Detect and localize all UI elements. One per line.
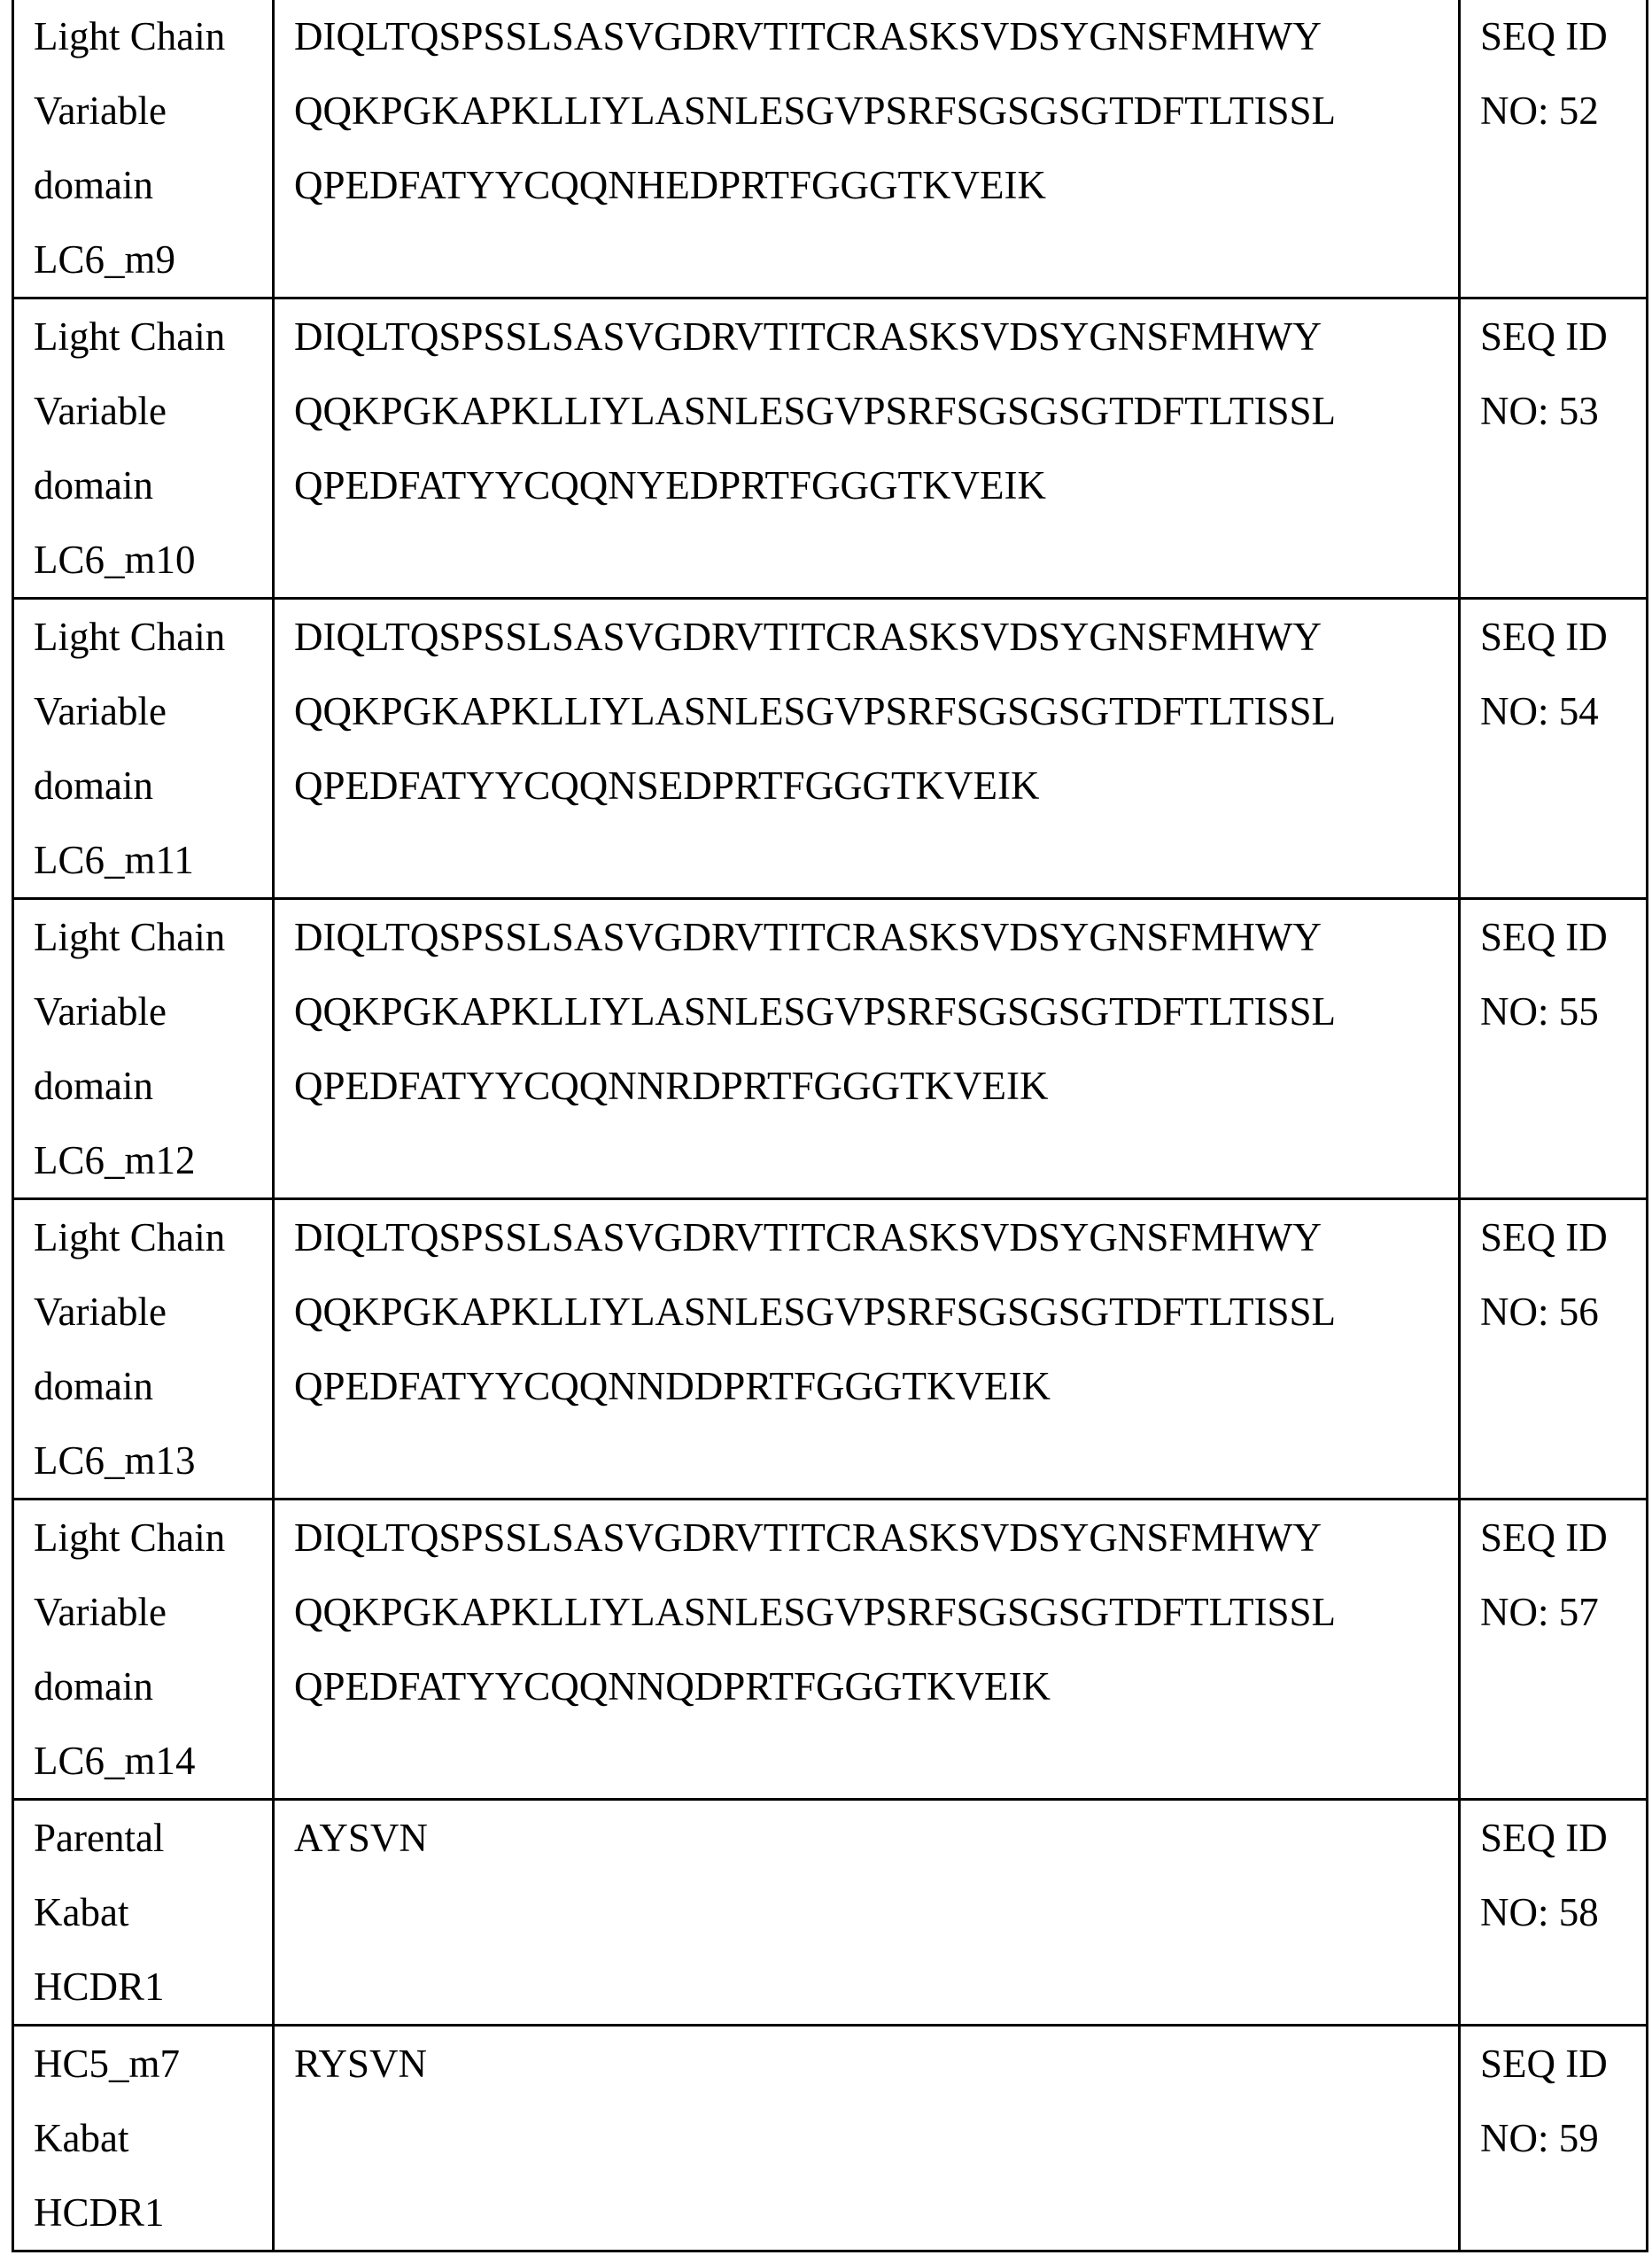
seq-id-line: NO: 54 [1480, 674, 1646, 748]
sequence-line: DIQLTQSPSSLSASVGDRVTITCRASKSVDSYGNSFMHWY [294, 0, 1458, 74]
sequence-name-line: Variable [34, 74, 272, 148]
sequence-line: QPEDFATYYCQQNNRDPRTFGGGTKVEIK [294, 1049, 1458, 1123]
sequence-cell [274, 1500, 1460, 1800]
seq-id-line: SEQ ID [1480, 0, 1646, 74]
sequence-name-cell [13, 0, 274, 298]
sequence-name-line: Kabat [34, 2101, 272, 2175]
sequence-name-cell [13, 599, 274, 899]
sequence-name-line: Light Chain [34, 900, 272, 974]
sequence-name-cell [13, 298, 274, 599]
table-row [13, 1800, 1648, 2026]
sequence-line: QQKPGKAPKLLIYLASNLESGVPSRFSGSGSGTDFTLTISSL [294, 1575, 1458, 1649]
seq-id-cell [1460, 899, 1648, 1199]
table-row [13, 599, 1648, 899]
sequence-name-line: Variable [34, 1275, 272, 1349]
sequence-name-line: domain [34, 1349, 272, 1423]
sequence-line: QQKPGKAPKLLIYLASNLESGVPSRFSGSGSGTDFTLTISSL [294, 74, 1458, 148]
sequence-name-line: Kabat [34, 1875, 272, 1949]
sequence-table-body [13, 0, 1648, 2251]
sequence-line: RYSVN [294, 2027, 1458, 2101]
sequence-cell [274, 0, 1460, 298]
sequence-name-line: domain [34, 148, 272, 222]
sequence-cell [274, 599, 1460, 899]
table-row [13, 899, 1648, 1199]
seq-id-line: NO: 59 [1480, 2101, 1646, 2175]
seq-id-line: NO: 56 [1480, 1275, 1646, 1349]
sequence-name-line: LC6_m14 [34, 1724, 272, 1798]
sequence-name-cell [13, 1199, 274, 1500]
sequence-name-cell [13, 899, 274, 1199]
sequence-line: QPEDFATYYCQQNHEDPRTFGGGTKVEIK [294, 148, 1458, 222]
sequence-name-line: HCDR1 [34, 1949, 272, 2024]
sequence-line: QPEDFATYYCQQNSEDPRTFGGGTKVEIK [294, 748, 1458, 823]
sequence-line: DIQLTQSPSSLSASVGDRVTITCRASKSVDSYGNSFMHWY [294, 600, 1458, 674]
sequence-name-line: HC5_m7 [34, 2027, 272, 2101]
sequence-line: QQKPGKAPKLLIYLASNLESGVPSRFSGSGSGTDFTLTISSL [294, 674, 1458, 748]
seq-id-line: SEQ ID [1480, 1500, 1646, 1575]
sequence-name-line: Variable [34, 974, 272, 1049]
sequence-line: QPEDFATYYCQQNNQDPRTFGGGTKVEIK [294, 1649, 1458, 1724]
table-row [13, 1500, 1648, 1800]
table-row [13, 298, 1648, 599]
sequence-cell [274, 298, 1460, 599]
sequence-name-line: LC6_m13 [34, 1423, 272, 1498]
sequence-name-cell [13, 1800, 274, 2026]
sequence-line: QPEDFATYYCQQNYEDPRTFGGGTKVEIK [294, 448, 1458, 523]
seq-id-line: SEQ ID [1480, 1200, 1646, 1275]
sequence-name-line: Light Chain [34, 1500, 272, 1575]
seq-id-cell [1460, 1199, 1648, 1500]
sequence-name-line: LC6_m10 [34, 523, 272, 597]
seq-id-cell [1460, 298, 1648, 599]
sequence-cell [274, 1800, 1460, 2026]
sequence-line: DIQLTQSPSSLSASVGDRVTITCRASKSVDSYGNSFMHWY [294, 299, 1458, 374]
sequence-name-line: LC6_m9 [34, 222, 272, 297]
seq-id-line: NO: 55 [1480, 974, 1646, 1049]
table-row [13, 1199, 1648, 1500]
sequence-name-line: Light Chain [34, 600, 272, 674]
sequence-line: AYSVN [294, 1801, 1458, 1875]
sequence-name-line: Variable [34, 374, 272, 448]
sequence-name-cell [13, 2026, 274, 2251]
sequence-name-cell [13, 1500, 274, 1800]
sequence-line: DIQLTQSPSSLSASVGDRVTITCRASKSVDSYGNSFMHWY [294, 1200, 1458, 1275]
sequence-cell [274, 2026, 1460, 2251]
sequence-name-line: Light Chain [34, 0, 272, 74]
sequence-cell [274, 899, 1460, 1199]
seq-id-line: SEQ ID [1480, 2027, 1646, 2101]
sequence-name-line: domain [34, 448, 272, 523]
seq-id-line: SEQ ID [1480, 600, 1646, 674]
sequence-cell [274, 1199, 1460, 1500]
sequence-name-line: domain [34, 1649, 272, 1724]
sequence-name-line: Variable [34, 674, 272, 748]
seq-id-line: SEQ ID [1480, 299, 1646, 374]
seq-id-cell [1460, 2026, 1648, 2251]
sequence-name-line: Parental [34, 1801, 272, 1875]
sequence-name-line: HCDR1 [34, 2175, 272, 2250]
sequence-line: QQKPGKAPKLLIYLASNLESGVPSRFSGSGSGTDFTLTISSL [294, 974, 1458, 1049]
seq-id-line: SEQ ID [1480, 1801, 1646, 1875]
sequence-line: QQKPGKAPKLLIYLASNLESGVPSRFSGSGSGTDFTLTISSL [294, 374, 1458, 448]
seq-id-cell [1460, 599, 1648, 899]
sequence-name-line: LC6_m11 [34, 823, 272, 897]
seq-id-line: NO: 52 [1480, 74, 1646, 148]
sequence-line: DIQLTQSPSSLSASVGDRVTITCRASKSVDSYGNSFMHWY [294, 900, 1458, 974]
sequence-table [12, 0, 1648, 2252]
seq-id-cell [1460, 1500, 1648, 1800]
seq-id-cell [1460, 0, 1648, 298]
seq-id-line: SEQ ID [1480, 900, 1646, 974]
sequence-line: DIQLTQSPSSLSASVGDRVTITCRASKSVDSYGNSFMHWY [294, 1500, 1458, 1575]
sequence-line: QQKPGKAPKLLIYLASNLESGVPSRFSGSGSGTDFTLTISSL [294, 1275, 1458, 1349]
sequence-name-line: LC6_m12 [34, 1123, 272, 1197]
seq-id-cell [1460, 1800, 1648, 2026]
sequence-name-line: domain [34, 748, 272, 823]
table-row [13, 0, 1648, 298]
seq-id-line: NO: 53 [1480, 374, 1646, 448]
sequence-name-line: Light Chain [34, 299, 272, 374]
sequence-line: QPEDFATYYCQQNNDDPRTFGGGTKVEIK [294, 1349, 1458, 1423]
sequence-name-line: Variable [34, 1575, 272, 1649]
seq-id-line: NO: 58 [1480, 1875, 1646, 1949]
table-row [13, 2026, 1648, 2251]
sequence-name-line: domain [34, 1049, 272, 1123]
sequence-name-line: Light Chain [34, 1200, 272, 1275]
seq-id-line: NO: 57 [1480, 1575, 1646, 1649]
